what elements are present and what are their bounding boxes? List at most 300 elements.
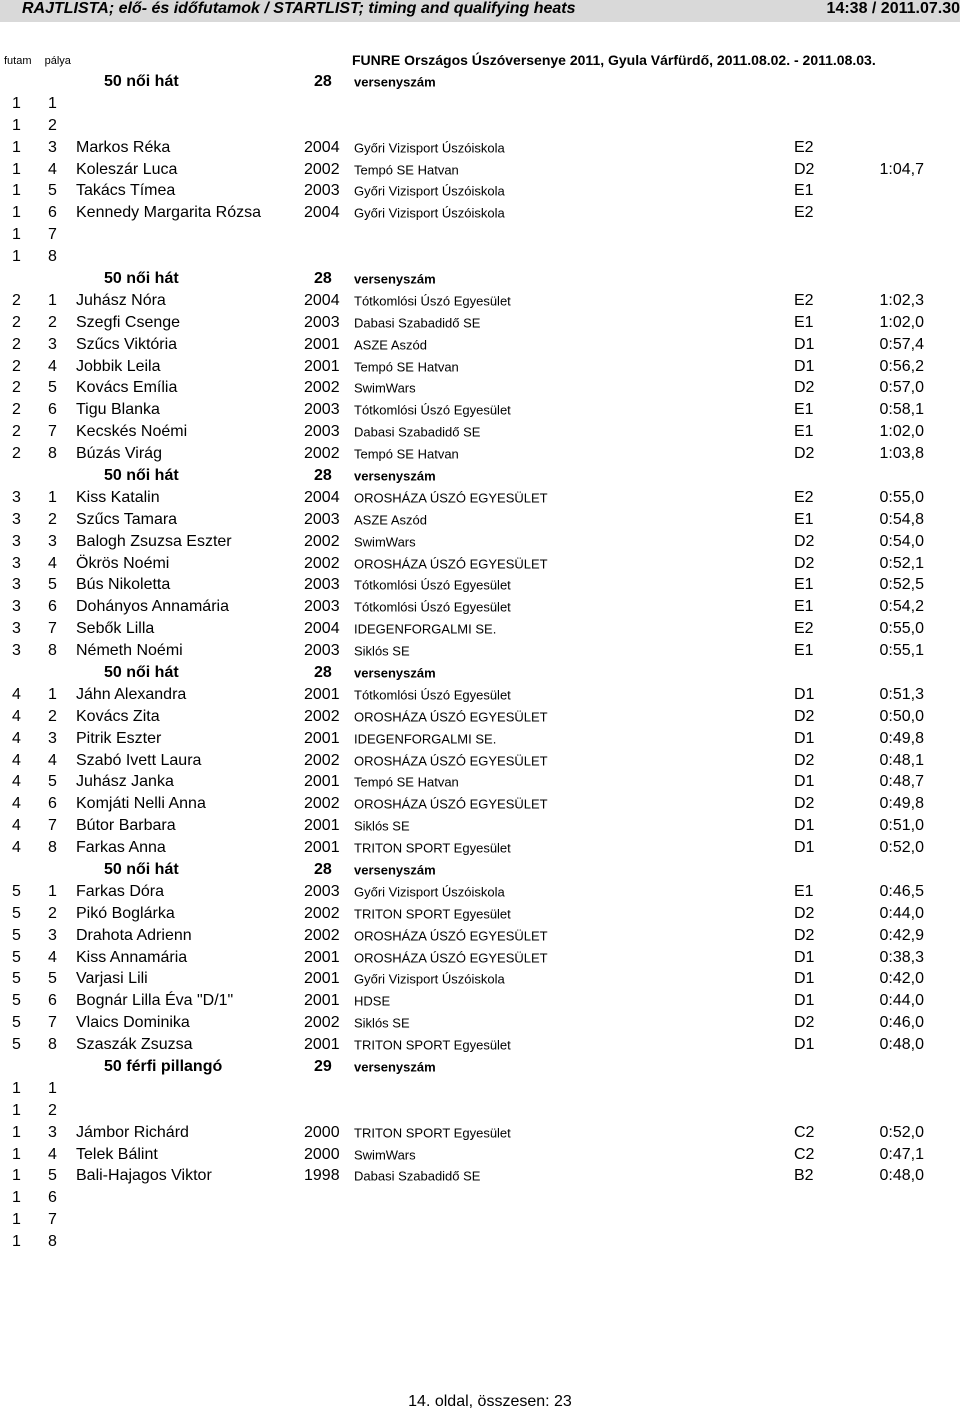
birth-year: 2001 xyxy=(304,992,340,1010)
category: E2 xyxy=(794,204,814,222)
swimmer-name: Szaszák Zsuzsa xyxy=(76,1036,193,1054)
heat-cell: 1 xyxy=(12,182,21,200)
table-row xyxy=(0,990,960,1012)
entry-time: 0:52,5 xyxy=(879,576,924,594)
swimmer-name: Vlaics Dominika xyxy=(76,1014,190,1032)
club-name: Dabasi Szabadidő SE xyxy=(354,1168,481,1184)
lane-cell: 3 xyxy=(48,926,57,944)
birth-year: 2004 xyxy=(304,488,340,506)
heat-cell: 1 xyxy=(12,116,21,134)
heat-cell: 1 xyxy=(12,1211,21,1229)
birth-year: 2001 xyxy=(304,335,340,353)
swimmer-name: Búzás Virág xyxy=(76,445,162,463)
category: D2 xyxy=(794,904,815,922)
category: D1 xyxy=(794,1036,815,1054)
swimmer-name: Kiss Katalin xyxy=(76,488,160,506)
swimmer-name: Szegfi Csenge xyxy=(76,313,181,331)
lane-cell: 7 xyxy=(48,1014,57,1032)
event-name: 50 női hát xyxy=(104,663,179,681)
heat-cell: 4 xyxy=(12,751,21,769)
heat-column-header: futam xyxy=(4,55,32,67)
entry-time: 0:49,8 xyxy=(879,729,924,747)
entry-time: 0:49,8 xyxy=(879,795,924,813)
heat-cell: 5 xyxy=(12,904,21,922)
category: D2 xyxy=(794,1014,815,1032)
club-name: Tótkomlósi Úszó Egyesület xyxy=(354,577,511,593)
entry-time: 0:44,0 xyxy=(879,992,924,1010)
birth-year: 2004 xyxy=(304,620,340,638)
category: C2 xyxy=(794,1123,815,1141)
club-name: Tempó SE Hatvan xyxy=(354,359,459,375)
category: D1 xyxy=(794,773,815,791)
column-headers xyxy=(4,55,71,67)
birth-year: 2001 xyxy=(304,817,340,835)
lane-cell: 1 xyxy=(48,291,57,309)
event-name: 50 férfi pillangó xyxy=(104,1058,223,1076)
swimmer-name: Bús Nikoletta xyxy=(76,576,171,594)
heat-cell: 1 xyxy=(12,226,21,244)
table-row xyxy=(0,159,960,181)
swimmer-name: Juhász Nóra xyxy=(76,291,166,309)
swimmer-name: Kiss Annamária xyxy=(76,948,188,966)
entry-time: 1:02,0 xyxy=(879,423,924,441)
heat-cell: 4 xyxy=(12,685,21,703)
event-label: versenyszám xyxy=(354,1059,436,1075)
event-label: versenyszám xyxy=(354,862,436,878)
report-timestamp: 14:38 / 2011.07.30 xyxy=(826,0,960,17)
heat-cell: 5 xyxy=(12,1036,21,1054)
club-name: Tótkomlósi Úszó Egyesület xyxy=(354,599,511,615)
birth-year: 1998 xyxy=(304,1167,340,1185)
table-row xyxy=(0,421,960,443)
entry-time: 0:54,8 xyxy=(879,510,924,528)
event-header-row xyxy=(0,71,960,93)
table-row xyxy=(0,487,960,509)
swimmer-name: Farkas Dóra xyxy=(76,882,165,900)
heat-cell: 3 xyxy=(12,598,21,616)
table-row xyxy=(0,202,960,224)
swimmer-name: Markos Réka xyxy=(76,138,171,156)
birth-year: 2002 xyxy=(304,554,340,572)
birth-year: 2003 xyxy=(304,401,340,419)
lane-cell: 8 xyxy=(48,445,57,463)
swimmer-name: Bali-Hajagos Viktor xyxy=(76,1167,212,1185)
entry-time: 0:55,1 xyxy=(879,642,924,660)
birth-year: 2002 xyxy=(304,926,340,944)
lane-cell: 4 xyxy=(48,948,57,966)
table-row xyxy=(0,399,960,421)
swimmer-name: Koleszár Luca xyxy=(76,160,178,178)
entry-time: 0:42,0 xyxy=(879,970,924,988)
birth-year: 2003 xyxy=(304,510,340,528)
club-name: SwimWars xyxy=(354,1147,416,1163)
entry-time: 0:57,4 xyxy=(879,335,924,353)
club-name: ASZE Aszód xyxy=(354,512,427,528)
event-number: 28 xyxy=(314,269,332,287)
lane-cell: 6 xyxy=(48,992,57,1010)
club-name: Tempó SE Hatvan xyxy=(354,162,459,177)
birth-year: 2001 xyxy=(304,357,340,375)
club-name: Dabasi Szabadidő SE xyxy=(354,315,481,331)
lane-cell: 4 xyxy=(48,160,57,178)
club-name: Tótkomlósi Úszó Egyesület xyxy=(354,402,511,418)
heat-cell: 2 xyxy=(12,445,21,463)
lane-cell: 8 xyxy=(48,1233,57,1251)
table-row xyxy=(0,443,960,465)
entry-time: 0:47,1 xyxy=(879,1145,924,1163)
club-name: OROSHÁZA ÚSZÓ EGYESÜLET xyxy=(354,753,548,769)
club-name: Dabasi Szabadidő SE xyxy=(354,424,481,440)
entry-time: 0:50,0 xyxy=(879,707,924,725)
lane-cell: 4 xyxy=(48,1145,57,1163)
table-row xyxy=(0,93,960,115)
swimmer-name: Takács Tímea xyxy=(76,182,176,200)
swimmer-name: Jáhn Alexandra xyxy=(76,685,187,703)
table-row xyxy=(0,837,960,859)
heat-cell: 1 xyxy=(12,204,21,222)
swimmer-name: Sebők Lilla xyxy=(76,620,155,638)
swimmer-name: Farkas Anna xyxy=(76,839,166,857)
lane-cell: 5 xyxy=(48,1167,57,1185)
swimmer-name: Ökrös Noémi xyxy=(76,554,170,572)
birth-year: 2003 xyxy=(304,882,340,900)
category: D2 xyxy=(794,707,815,725)
table-row xyxy=(0,947,960,969)
heat-cell: 2 xyxy=(12,357,21,375)
category: E1 xyxy=(794,882,814,900)
entry-time: 0:51,0 xyxy=(879,817,924,835)
category: E1 xyxy=(794,401,814,419)
lane-cell: 5 xyxy=(48,970,57,988)
table-row xyxy=(0,531,960,553)
club-name: HDSE xyxy=(354,993,391,1009)
category: D2 xyxy=(794,751,815,769)
club-name: TRITON SPORT Egyesület xyxy=(354,1037,511,1053)
club-name: Siklós SE xyxy=(354,1015,410,1031)
heat-cell: 4 xyxy=(12,773,21,791)
category: D2 xyxy=(794,926,815,944)
heat-cell: 1 xyxy=(12,138,21,156)
entry-time: 0:38,3 xyxy=(879,948,924,966)
club-name: OROSHÁZA ÚSZÓ EGYESÜLET xyxy=(354,556,548,572)
entry-time: 0:48,0 xyxy=(879,1167,924,1185)
heat-cell: 5 xyxy=(12,970,21,988)
heat-cell: 2 xyxy=(12,313,21,331)
category: D1 xyxy=(794,817,815,835)
table-row xyxy=(0,1209,960,1231)
category: D1 xyxy=(794,685,815,703)
event-number: 28 xyxy=(314,663,332,681)
table-row xyxy=(0,1187,960,1209)
heat-cell: 3 xyxy=(12,576,21,594)
club-name: Tótkomlósi Úszó Egyesület xyxy=(354,293,511,309)
category: E1 xyxy=(794,642,814,660)
event-label: versenyszám xyxy=(354,468,436,484)
category: D2 xyxy=(794,379,815,397)
lane-cell: 6 xyxy=(48,401,57,419)
lane-cell: 2 xyxy=(48,904,57,922)
table-row xyxy=(0,1100,960,1122)
lane-cell: 3 xyxy=(48,138,57,156)
lane-cell: 3 xyxy=(48,532,57,550)
event-number: 28 xyxy=(314,466,332,484)
event-header-row xyxy=(0,268,960,290)
table-row xyxy=(0,750,960,772)
birth-year: 2001 xyxy=(304,729,340,747)
heat-cell: 1 xyxy=(12,248,21,266)
heat-cell: 1 xyxy=(12,1233,21,1251)
table-row xyxy=(0,793,960,815)
entry-time: 0:58,1 xyxy=(879,401,924,419)
birth-year: 2004 xyxy=(304,291,340,309)
table-row xyxy=(0,772,960,794)
event-name: 50 női hát xyxy=(104,269,179,287)
lane-cell: 5 xyxy=(48,379,57,397)
heat-cell: 2 xyxy=(12,379,21,397)
heat-cell: 1 xyxy=(12,1167,21,1185)
entry-time: 0:44,0 xyxy=(879,904,924,922)
swimmer-name: Pitrik Eszter xyxy=(76,729,162,747)
table-row xyxy=(0,290,960,312)
swimmer-name: Kovács Zita xyxy=(76,707,160,725)
club-name: Győri Vizisport Úszóiskola xyxy=(354,140,505,156)
heat-cell: 1 xyxy=(12,1123,21,1141)
birth-year: 2003 xyxy=(304,642,340,660)
birth-year: 2002 xyxy=(304,707,340,725)
lane-cell: 2 xyxy=(48,707,57,725)
swimmer-name: Németh Noémi xyxy=(76,642,183,660)
lane-cell: 1 xyxy=(48,882,57,900)
entry-time: 0:54,2 xyxy=(879,598,924,616)
heat-cell: 3 xyxy=(12,554,21,572)
event-number: 28 xyxy=(314,861,332,878)
heat-cell: 3 xyxy=(12,510,21,528)
event-name: 50 női hát xyxy=(104,861,179,878)
birth-year: 2001 xyxy=(304,948,340,966)
category: D1 xyxy=(794,992,815,1010)
heat-cell: 2 xyxy=(12,423,21,441)
category: D1 xyxy=(794,948,815,966)
lane-cell: 8 xyxy=(48,839,57,857)
swimmer-name: Varjasi Lili xyxy=(76,970,148,988)
event-number: 29 xyxy=(314,1058,332,1076)
lane-cell: 2 xyxy=(48,116,57,134)
category: E2 xyxy=(794,620,814,638)
swimmer-name: Jobbik Leila xyxy=(76,357,161,375)
category: D2 xyxy=(794,160,815,178)
birth-year: 2001 xyxy=(304,970,340,988)
entry-time: 1:02,0 xyxy=(879,313,924,331)
table-row xyxy=(0,1012,960,1034)
birth-year: 2004 xyxy=(304,138,340,156)
lane-cell: 1 xyxy=(48,488,57,506)
event-header-row xyxy=(0,662,960,684)
lane-cell: 4 xyxy=(48,751,57,769)
heat-cell: 3 xyxy=(12,488,21,506)
category: D1 xyxy=(794,970,815,988)
table-row xyxy=(0,881,960,903)
heat-cell: 3 xyxy=(12,620,21,638)
competition-title: FUNRE Országos Úszóversenye 2011, Gyula Várfürdő, 2011.08.02. - 2011.08.03. xyxy=(352,52,876,68)
category: E2 xyxy=(794,488,814,506)
lane-cell: 2 xyxy=(48,313,57,331)
club-name: OROSHÁZA ÚSZÓ EGYESÜLET xyxy=(354,490,548,506)
report-header-bar xyxy=(0,0,960,22)
report-title: RAJTLISTA; elő- és időfutamok / STARTLIST; timing and qualifying heats xyxy=(22,0,576,17)
entry-time: 1:02,3 xyxy=(879,291,924,309)
table-row xyxy=(0,684,960,706)
swimmer-name: Szűcs Viktória xyxy=(76,335,178,353)
birth-year: 2003 xyxy=(304,598,340,616)
heat-cell: 1 xyxy=(12,160,21,178)
table-row xyxy=(0,969,960,991)
category: D1 xyxy=(794,357,815,375)
swimmer-name: Bognár Lilla Éva "D/1" xyxy=(76,992,234,1010)
swimmer-name: Dohányos Annamária xyxy=(76,598,229,616)
category: D2 xyxy=(794,795,815,813)
swimmer-name: Jámbor Richárd xyxy=(76,1123,189,1141)
table-row xyxy=(0,224,960,246)
heat-cell: 4 xyxy=(12,817,21,835)
table-row xyxy=(0,574,960,596)
category: D2 xyxy=(794,445,815,463)
entry-time: 0:54,0 xyxy=(879,532,924,550)
entry-time: 1:04,7 xyxy=(879,160,924,178)
category: E1 xyxy=(794,598,814,616)
table-row xyxy=(0,1034,960,1056)
table-row xyxy=(0,553,960,575)
birth-year: 2002 xyxy=(304,160,340,178)
entry-time: 0:48,1 xyxy=(879,751,924,769)
heat-cell: 4 xyxy=(12,839,21,857)
club-name: OROSHÁZA ÚSZÓ EGYESÜLET xyxy=(354,709,548,725)
club-name: SwimWars xyxy=(354,380,416,396)
club-name: ASZE Aszód xyxy=(354,337,427,353)
lane-cell: 6 xyxy=(48,1189,57,1207)
table-row xyxy=(0,180,960,202)
table-row xyxy=(0,509,960,531)
event-name: 50 női hát xyxy=(104,72,179,90)
club-name: Tótkomlósi Úszó Egyesület xyxy=(354,687,511,703)
lane-cell: 8 xyxy=(48,248,57,266)
category: E1 xyxy=(794,576,814,594)
entry-time: 0:42,9 xyxy=(879,926,924,944)
category: D1 xyxy=(794,839,815,857)
category: D2 xyxy=(794,532,815,550)
entry-time: 0:52,0 xyxy=(879,1123,924,1141)
heat-cell: 5 xyxy=(12,882,21,900)
swimmer-name: Tigu Blanka xyxy=(76,401,160,419)
entry-time: 0:52,0 xyxy=(879,839,924,857)
heat-cell: 4 xyxy=(12,729,21,747)
lane-cell: 1 xyxy=(48,685,57,703)
birth-year: 2001 xyxy=(304,839,340,857)
heat-cell: 3 xyxy=(12,642,21,660)
lane-cell: 3 xyxy=(48,335,57,353)
swimmer-name: Pikó Boglárka xyxy=(76,904,175,922)
event-label: versenyszám xyxy=(354,665,436,681)
heat-cell: 1 xyxy=(12,1079,21,1097)
club-name: TRITON SPORT Egyesület xyxy=(354,840,511,856)
entry-time: 0:48,7 xyxy=(879,773,924,791)
birth-year: 2002 xyxy=(304,1014,340,1032)
category: E2 xyxy=(794,291,814,309)
club-name: Győri Vizisport Úszóiskola xyxy=(354,183,505,199)
lane-cell: 6 xyxy=(48,795,57,813)
table-row xyxy=(0,596,960,618)
heat-cell: 5 xyxy=(12,1014,21,1032)
birth-year: 2001 xyxy=(304,685,340,703)
heat-cell: 4 xyxy=(12,707,21,725)
lane-cell: 6 xyxy=(48,598,57,616)
table-row xyxy=(0,137,960,159)
table-row xyxy=(0,925,960,947)
swimmer-name: Szabó Ivett Laura xyxy=(76,751,202,769)
table-row xyxy=(0,356,960,378)
birth-year: 2004 xyxy=(304,204,340,222)
event-header-row xyxy=(0,859,960,881)
entry-time: 0:51,3 xyxy=(879,685,924,703)
table-row xyxy=(0,1144,960,1166)
category: D1 xyxy=(794,729,815,747)
entry-time: 0:55,0 xyxy=(879,488,924,506)
table-row xyxy=(0,706,960,728)
category: D2 xyxy=(794,554,815,572)
lane-cell: 4 xyxy=(48,554,57,572)
heat-cell: 1 xyxy=(12,1189,21,1207)
lane-cell: 2 xyxy=(48,1101,57,1119)
swimmer-name: Komjáti Nelli Anna xyxy=(76,795,206,813)
entry-time: 0:48,0 xyxy=(879,1036,924,1054)
lane-cell: 3 xyxy=(48,729,57,747)
lane-cell: 5 xyxy=(48,576,57,594)
entry-time: 0:52,1 xyxy=(879,554,924,572)
entry-time: 0:57,0 xyxy=(879,379,924,397)
table-row xyxy=(0,1231,960,1253)
table-row xyxy=(0,815,960,837)
swimmer-name: Szűcs Tamara xyxy=(76,510,178,528)
club-name: IDEGENFORGALMI SE. xyxy=(354,731,497,747)
lane-cell: 3 xyxy=(48,1123,57,1141)
heat-cell: 1 xyxy=(12,1101,21,1119)
club-name: Tempó SE Hatvan xyxy=(354,774,459,790)
lane-cell: 5 xyxy=(48,182,57,200)
lane-cell: 7 xyxy=(48,226,57,244)
category: B2 xyxy=(794,1167,814,1185)
table-row xyxy=(0,1078,960,1100)
club-name: Siklós SE xyxy=(354,818,410,834)
heat-cell: 4 xyxy=(12,795,21,813)
table-row xyxy=(0,246,960,268)
club-name: SwimWars xyxy=(354,534,416,550)
birth-year: 2003 xyxy=(304,313,340,331)
heat-cell: 2 xyxy=(12,291,21,309)
birth-year: 2002 xyxy=(304,379,340,397)
category: E1 xyxy=(794,423,814,441)
club-name: IDEGENFORGALMI SE. xyxy=(354,621,497,637)
table-row xyxy=(0,377,960,399)
swimmer-name: Telek Bálint xyxy=(76,1145,158,1163)
event-label: versenyszám xyxy=(354,271,436,287)
lane-cell: 7 xyxy=(48,423,57,441)
birth-year: 2000 xyxy=(304,1123,340,1141)
birth-year: 2003 xyxy=(304,576,340,594)
birth-year: 2002 xyxy=(304,904,340,922)
lane-column-header: pálya xyxy=(44,55,71,67)
event-name: 50 női hát xyxy=(104,466,179,484)
heat-cell: 3 xyxy=(12,532,21,550)
lane-cell: 8 xyxy=(48,642,57,660)
